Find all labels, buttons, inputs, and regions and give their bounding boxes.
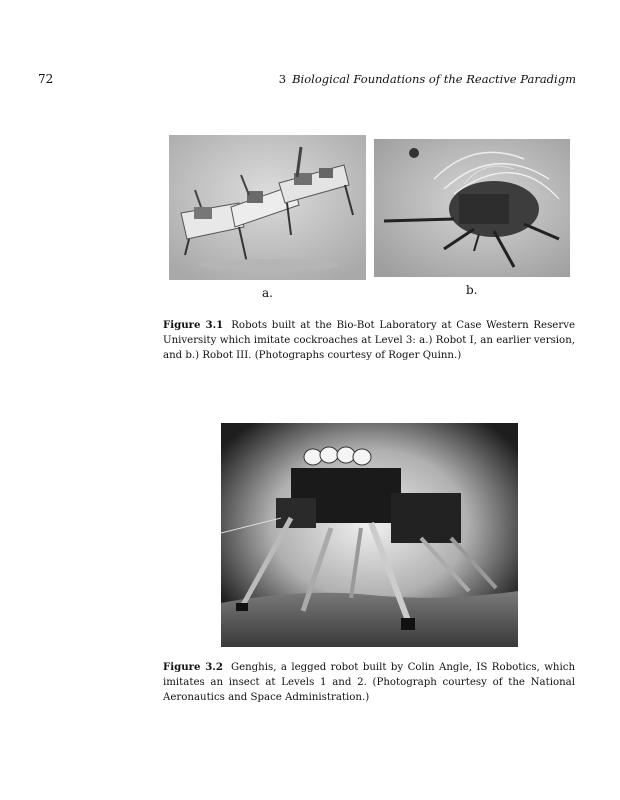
figure-3-1-caption bbox=[163, 318, 575, 363]
figure-3-1-sublabel-a: a. bbox=[262, 286, 273, 300]
running-head bbox=[279, 72, 576, 86]
figure-3-2-label: Figure 3.2 bbox=[163, 661, 223, 673]
figure-3-1-caption-text: Robots built at the Bio-Bot Laboratory at Case Western Reserve University which imitate cockroaches at Level 3: a.) Robot I, an earlier version, and b.) Robot III. (Photographs courtesy of Roger Quinn.) bbox=[163, 320, 575, 361]
chapter-title: Biological Foundations of the Reactive Paradigm bbox=[292, 72, 576, 86]
figure-3-1-sublabel-b: b. bbox=[466, 283, 478, 297]
robot-iii-photo bbox=[374, 139, 570, 277]
figure-3-1-label: Figure 3.1 bbox=[163, 319, 224, 331]
robot-i-photo bbox=[169, 135, 366, 280]
figure-3-2-caption bbox=[163, 660, 575, 705]
chapter-number: 3 bbox=[278, 72, 287, 86]
figure-3-2-caption-text: Genghis, a legged robot built by Colin Angle, IS Robotics, which imitates an insect at Levels 1 and 2. (Photograph courtesy of the National Aeronautics and Space Administration.) bbox=[163, 662, 575, 703]
page-number: 72 bbox=[38, 72, 54, 86]
genghis-photo bbox=[221, 423, 518, 647]
